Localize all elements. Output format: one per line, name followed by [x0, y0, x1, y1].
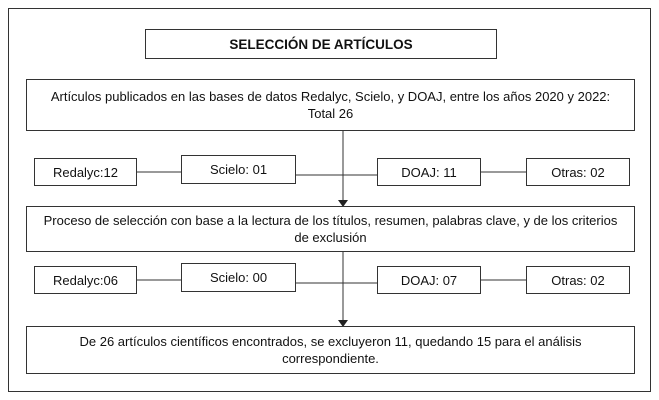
identified-scielo-box: Scielo: 01 [181, 155, 296, 184]
selected-redalyc-box: Redalyc:06 [34, 266, 137, 294]
step-screening-box: Proceso de selección con base a la lectura de los títulos, resumen, palabras clave, y de los criterios de exclusión [26, 206, 635, 252]
diagram-title: SELECCIÓN DE ARTÍCULOS [145, 29, 497, 59]
step-result-box: De 26 artículos científicos encontrados, se excluyeron 11, quedando 15 para el análisis correspondiente. [26, 326, 635, 374]
identified-otras-box: Otras: 02 [526, 158, 630, 186]
selected-scielo-box: Scielo: 00 [181, 263, 296, 292]
selected-doaj-box: DOAJ: 07 [377, 266, 481, 294]
selected-otras-box: Otras: 02 [526, 266, 630, 294]
identified-redalyc-box: Redalyc:12 [34, 158, 137, 186]
identified-doaj-box: DOAJ: 11 [377, 158, 481, 186]
step-initial-box: Artículos publicados en las bases de datos Redalyc, Scielo, y DOAJ, entre los años 2020 y 2022: Total 26 [26, 79, 635, 131]
